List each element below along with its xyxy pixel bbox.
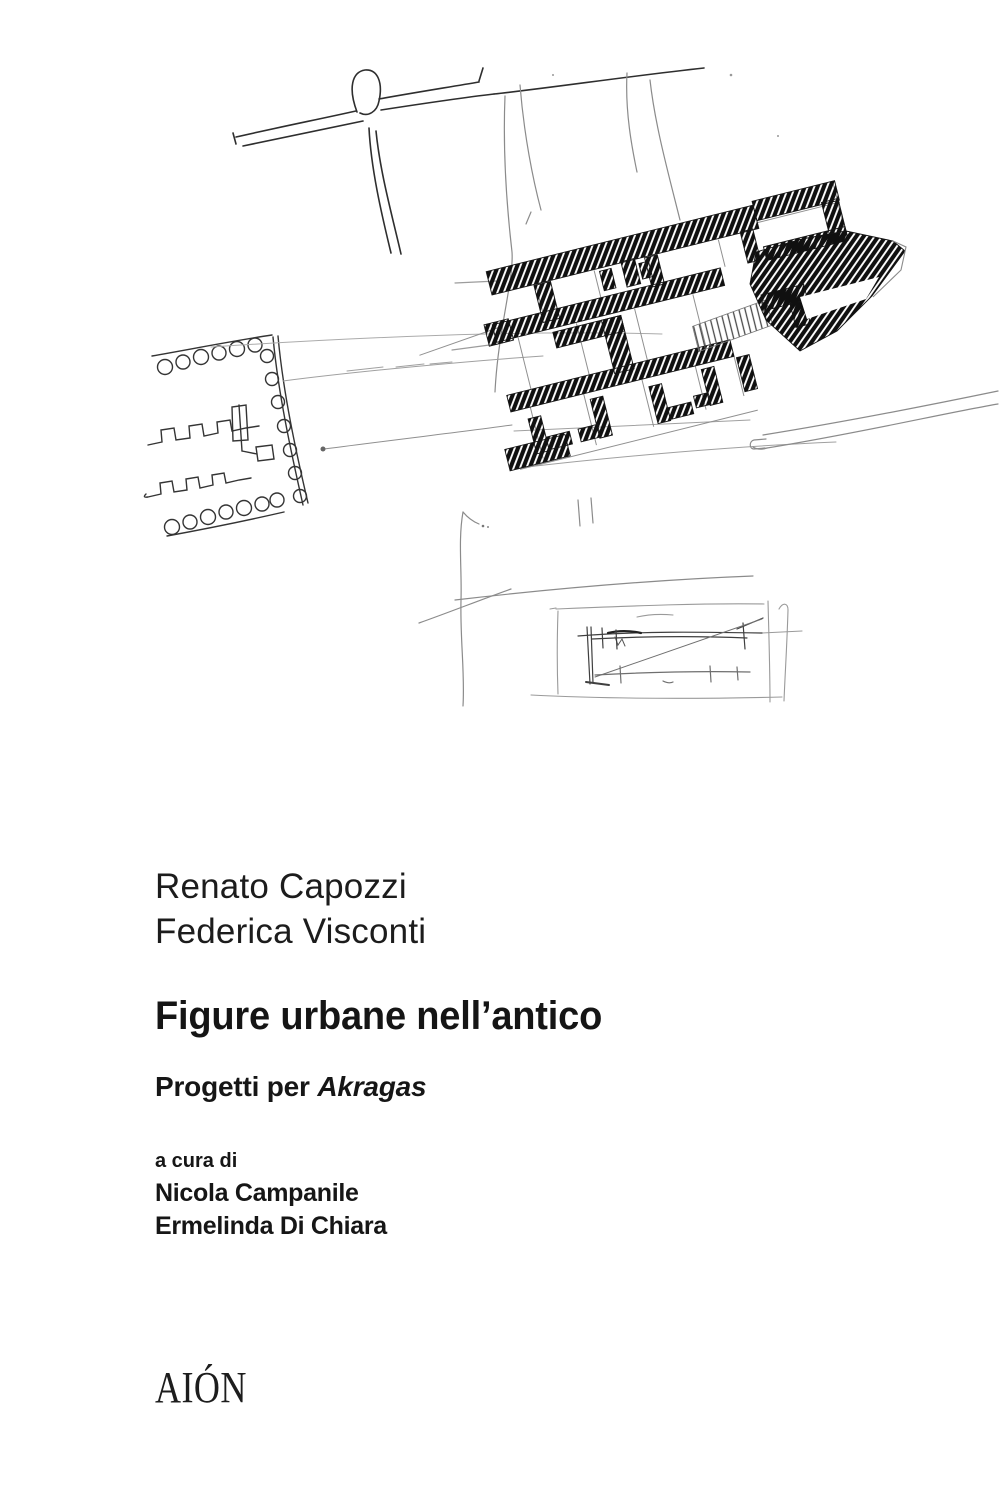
authors-block [155,864,426,954]
sketch-wedge-mass [750,231,906,351]
editors-block [155,1177,387,1243]
editor-name-2: Ermelinda Di Chiara [155,1212,387,1240]
book-title: Figure urbane nell’antico [155,994,603,1038]
sketch-right-road-lines [750,391,998,449]
author-name-2: Federica Visconti [155,912,427,951]
subtitle-prefix: Progetti per [155,1071,318,1102]
author-name-1: Renato Capozzi [155,867,407,906]
publisher-logo: AIÓN [155,1363,247,1412]
book-subtitle [155,1071,426,1103]
curated-by-label: a cura di [155,1150,238,1172]
subtitle-emphasis: Akragas [317,1071,427,1102]
sketch-wavy-lines [419,498,753,706]
sketch-figure-lines [233,68,704,254]
sketch-colonnade-plan [144,335,308,536]
sketch-bottom-rectangle [531,601,802,702]
editor-name-1: Nicola Campanile [155,1179,359,1207]
